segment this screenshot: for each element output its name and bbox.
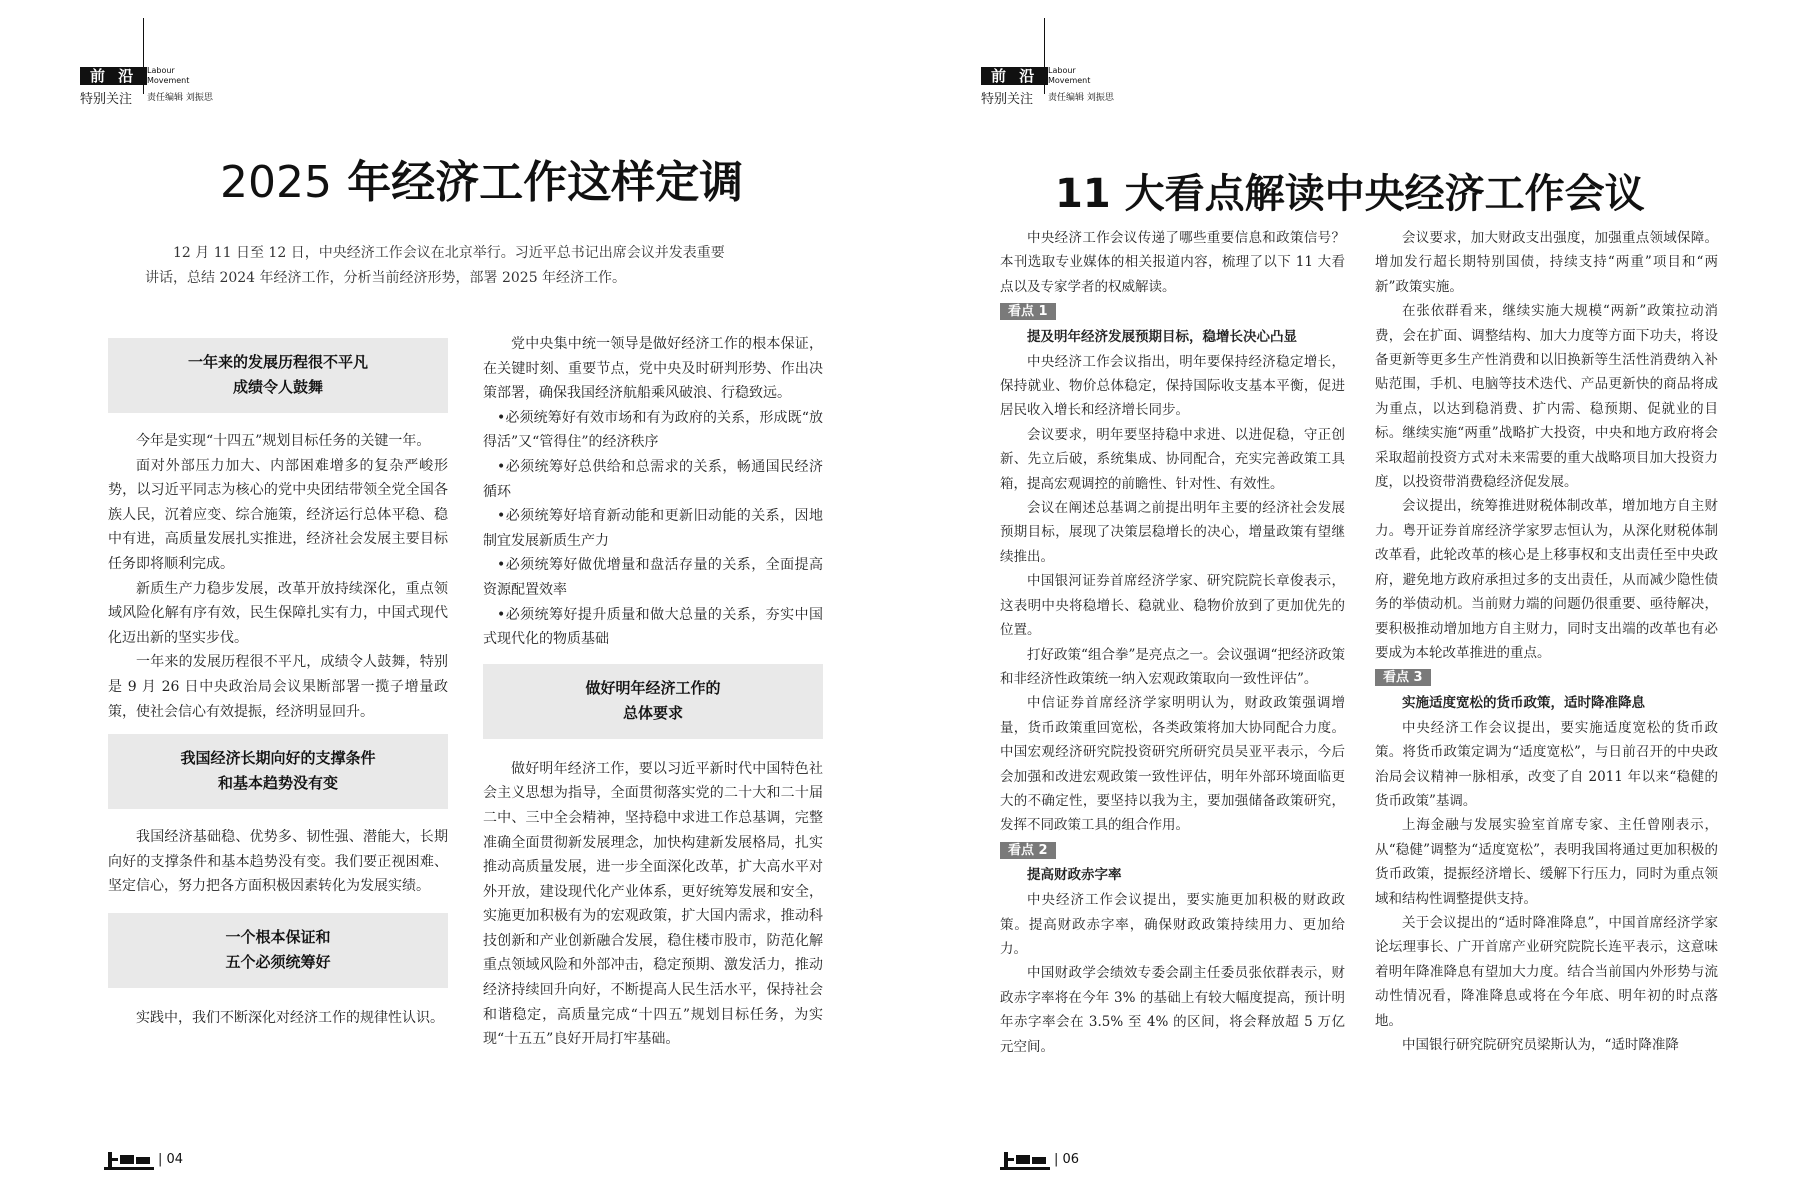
page-number: | 06 xyxy=(1054,1152,1080,1167)
paragraph: 关于会议提出的“适时降准降息”，中国首席经济学家论坛理事长、广开首席产业研究院院长连平表示，这意味着明年降准降息有望加大力度。结合当前国内外形势与流动性情况看，降准降息或将在今年底、明年初的时点落地。 xyxy=(1375,914,1718,1029)
right-column-2 xyxy=(1375,226,1718,1057)
section-name: 特别关注 xyxy=(80,92,133,107)
editor-credit: 责任编辑 刘振思 xyxy=(147,93,213,103)
header-english: Labour Movement xyxy=(1048,66,1091,85)
paragraph: 会议要求，加大财政支出强度，加强重点领域保障。增加发行超长期特别国债，持续支持“两重”项目和“两新”政策实施。 xyxy=(1375,230,1718,295)
right-column-1 xyxy=(1000,226,1345,1059)
left-column-1 xyxy=(108,338,448,1031)
paragraph: 面对外部压力加大、内部困难增多的复杂严峻形势，以习近平同志为核心的党中央团结带领全党全国各族人民，沉着应变、综合施策，经济运行总体平稳、稳中有进，高质量发展扎实推进，经济社会发展主要目标任务即将顺利完成。 xyxy=(108,457,448,572)
paragraph: 中信证券首席经济学家明明认为，财政政策强调增量，货币政策重回宽松，各类政策将加大协同配合力度。中国宏观经济研究院投资研究所研究员吴亚平表示，今后会加强和改进宏观政策一致性评估，明年外部环境面临更大的不确定性，要坚持以我为主，要加强储备政策研究，发挥不同政策工具的组合作用。 xyxy=(1000,695,1345,834)
magazine-logo xyxy=(1000,1149,1050,1171)
bullet-item: •必须统筹好提升质量和做大总量的关系，夯实中国式现代化的物质基础 xyxy=(483,606,823,648)
section-name: 特别关注 xyxy=(981,92,1034,107)
bullet-item: •必须统筹好培育新动能和更新旧动能的关系，因地制宜发展新质生产力 xyxy=(483,508,823,549)
highlight-heading: 提及明年经济发展预期目标，稳增长决心凸显 xyxy=(1027,328,1297,345)
left-column-2 xyxy=(483,332,823,1052)
paragraph: 今年是实现“十四五”规划目标任务的关键一年。 xyxy=(136,433,431,449)
paragraph: 中国财政学会绩效专委会副主任委员张依群表示，财政赤字率将在今年 3% 的基础上有较大幅度提高，预计明年赤字率会在 3.5% 至 4% 的区间，将会释放超 5 万亿元空间。 xyxy=(1000,965,1345,1055)
paragraph: 在张依群看来，继续实施大规模“两新”政策拉动消费，会在扩面、调整结构、加大力度等方面下功夫，将设备更新等更多生产性消费和以旧换新等生活性消费纳入补贴范围，手机、电脑等技术迭代、产品更新快的商品将成为重点，以达到稳消费、扩内需、稳预期、促就业的目标。继续实施“两重”战略扩大投资，中央和地方政府将会采取超前投资方式对未来需要的重大战略项目加大投资力度，以投资带消费稳经济促发展。 xyxy=(1375,303,1718,491)
bullet-item: •必须统筹好有效市场和有为政府的关系，形成既“放得活”又“管得住”的经济秩序 xyxy=(483,409,823,451)
paragraph: 新质生产力稳步发展，改革开放持续深化，重点领域风险化解有序有效，民生保障扎实有力，中国式现代化迈出新的坚实步伐。 xyxy=(108,580,448,646)
paragraph: 上海金融与发展实验室首席专家、主任曾刚表示，从“稳健”调整为“适度宽松”，表明我国将通过更加积极的货币政策，提振经济增长、缓解下行压力，同时为重点领域和结构性调整提供支持。 xyxy=(1375,817,1718,907)
page-number: | 04 xyxy=(158,1152,184,1167)
section-heading: 做好明年经济工作的 总体要求 xyxy=(483,664,823,739)
right-page xyxy=(900,0,1800,1200)
paragraph: 党中央集中统一领导是做好经济工作的根本保证，在关键时刻、重要节点，党中央及时研判形势、作出决策部署，确保我国经济航船乘风破浪、行稳致远。 xyxy=(483,336,823,402)
highlight-heading: 实施适度宽松的货币政策，适时降准降息 xyxy=(1402,694,1645,711)
highlight-tag: 看点 1 xyxy=(1000,303,1056,320)
intro-paragraph: 12 月 11 日至 12 日，中央经济工作会议在北京举行。习近平总书记出席会议并发表重要 讲话，总结 2024 年经济工作，分析当前经济形势，部署 2025 年经济工作。 xyxy=(145,245,725,286)
paragraph: 中央经济工作会议提出，要实施更加积极的财政政策。提高财政赤字率，确保财政政策持续用力、更加给力。 xyxy=(1000,892,1345,957)
paragraph: 中央经济工作会议提出，要实施适度宽松的货币政策。将货币政策定调为“适度宽松”，与日前召开的中央政治局会议精神一脉相承，改变了自 2011 年以来“稳健的货币政策”基调。 xyxy=(1375,719,1718,809)
highlight-tag: 看点 2 xyxy=(1000,842,1056,859)
section-heading: 我国经济长期向好的支撑条件 和基本趋势没有变 xyxy=(108,734,448,809)
editor-credit: 责任编辑 刘振思 xyxy=(1048,93,1114,103)
paragraph: 中央经济工作会议指出，明年要保持经济稳定增长，保持就业、物价总体稳定，保持国际收支基本平衡，促进居民收入增长和经济增长同步。 xyxy=(1000,353,1345,419)
intro-paragraph: 中央经济工作会议传递了哪些重要信息和政策信号？本刊选取专业媒体的相关报道内容，梳理了以下 11 大看点以及专家学者的权威解读。 xyxy=(1000,230,1345,295)
page-title: 2025 年经济工作这样定调 xyxy=(220,157,744,208)
section-heading: 一个根本保证和 五个必须统筹好 xyxy=(108,913,448,988)
section-badge: 前 沿 xyxy=(981,67,1048,85)
section-badge: 前 沿 xyxy=(80,67,147,85)
paragraph: 我国经济基础稳、优势多、韧性强、潜能大，长期向好的支撑条件和基本趋势没有变。我们要正视困难、坚定信心，努力把各方面积极因素转化为发展实绩。 xyxy=(108,829,448,895)
bullet-item: •必须统筹好总供给和总需求的关系，畅通国民经济循环 xyxy=(483,458,823,500)
paragraph: 打好政策“组合拳”是亮点之一。会议强调“把经济政策和非经济性政策统一纳入宏观政策取向一致性评估”。 xyxy=(1000,646,1345,687)
paragraph: 中国银河证券首席经济学家、研究院院长章俊表示，这表明中央将稳增长、稳就业、稳物价放到了更加优先的位置。 xyxy=(1000,573,1345,639)
paragraph: 做好明年经济工作，要以习近平新时代中国特色社会主义思想为指导，全面贯彻落实党的二十大和二十届二中、三中全会精神，坚持稳中求进工作总基调，完整准确全面贯彻新发展理念，加快构建新发展格局，扎实推动高质量发展，进一步全面深化改革，扩大高水平对外开放，建设现代化产业体系，更好统筹发展和安全，实施更加积极有为的宏观政策，扩大国内需求，推动科技创新和产业创新融合发展，稳住楼市股市，防范化解重点领域风险和外部冲击，稳定预期、激发活力，推动经济持续回升向好，不断提高人民生活水平，保持社会和谐稳定，高质量完成“十四五”规划目标任务，为实现“十五五”良好开局打牢基础。 xyxy=(483,760,823,1048)
bullet-item: •必须统筹好做优增量和盘活存量的关系，全面提高资源配置效率 xyxy=(483,557,823,598)
section-heading: 一年来的发展历程很不平凡 成绩令人鼓舞 xyxy=(108,338,448,413)
page-title: 11 大看点解读中央经济工作会议 xyxy=(1055,171,1645,217)
paragraph: 会议要求，明年要坚持稳中求进、以进促稳，守正创新、先立后破，系统集成、协同配合，充实完善政策工具箱，提高宏观调控的前瞻性、针对性、有效性。 xyxy=(1000,426,1345,492)
paragraph: 中国银行研究院研究员梁斯认为，“适时降准降 xyxy=(1402,1037,1679,1053)
paragraph: 会议在阐述总基调之前提出明年主要的经济社会发展预期目标，展现了决策层稳增长的决心，增量政策有望继续推出。 xyxy=(1000,500,1345,565)
highlight-heading: 提高财政赤字率 xyxy=(1027,867,1122,884)
magazine-logo xyxy=(104,1149,154,1171)
paragraph: 会议提出，统筹推进财税体制改革，增加地方自主财力。粤开证券首席经济学家罗志恒认为，从深化财税体制改革看，此轮改革的核心是上移事权和支出责任至中央政府，避免地方政府承担过多的支出责任，从而减少隐性债务的举债动机。当前财力端的问题仍很重要、亟待解决，要积极推动增加地方自主财力，同时支出端的改革也有必要成为本轮改革推进的重点。 xyxy=(1375,498,1718,661)
header-english: Labour Movement xyxy=(147,66,190,85)
highlight-tag: 看点 3 xyxy=(1375,669,1431,686)
paragraph: 一年来的发展历程很不平凡，成绩令人鼓舞，特别是 9 月 26 日中央政治局会议果断部署一揽子增量政策，使社会信心有效提振，经济明显回升。 xyxy=(108,654,448,720)
paragraph: 实践中，我们不断深化对经济工作的规律性认识。 xyxy=(136,1009,444,1026)
